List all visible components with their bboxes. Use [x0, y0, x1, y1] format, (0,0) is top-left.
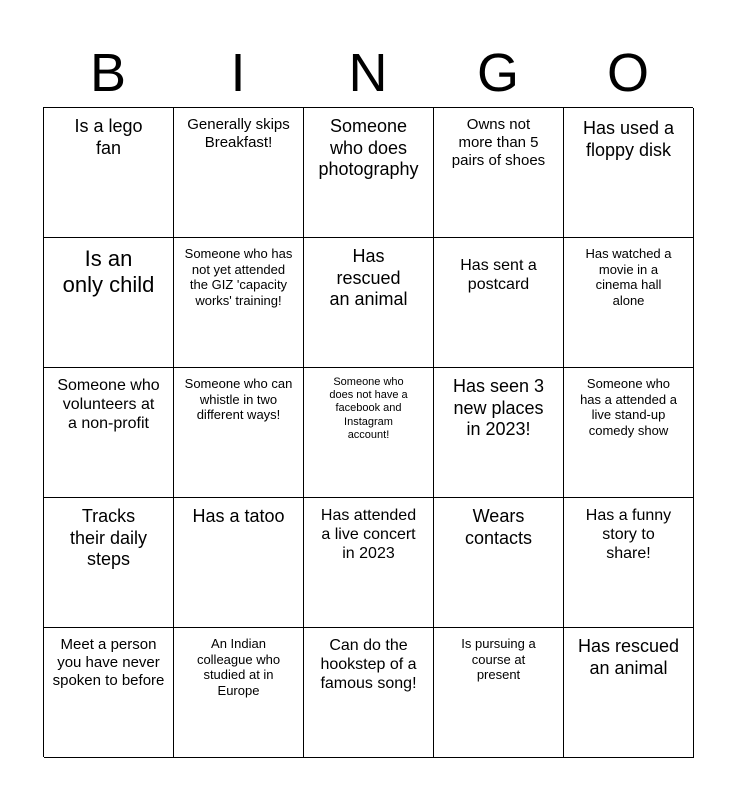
bingo-cell[interactable] — [564, 628, 694, 758]
bingo-cell[interactable] — [44, 498, 174, 628]
cell-text: Has a tatoo — [192, 506, 285, 526]
bingo-cell[interactable] — [564, 238, 694, 368]
cell-text: Has seen 3 new places in 2023! — [452, 376, 545, 440]
cell-text: Someone who can whistle in two different ways! — [184, 376, 293, 423]
cell-text: Tracks their daily steps — [69, 506, 148, 570]
bingo-cell[interactable] — [304, 628, 434, 758]
bingo-cell[interactable] — [174, 628, 304, 758]
cell-text: Is an only child — [62, 246, 155, 298]
cell-text: Meet a person you have never spoken to before — [52, 636, 165, 689]
header-letter-n: N — [348, 43, 388, 103]
cell-text: Generally skips Breakfast! — [187, 116, 290, 151]
bingo-cell[interactable] — [174, 368, 304, 498]
cell-text: Is a lego fan — [74, 116, 143, 158]
header-letter-i: I — [230, 43, 246, 103]
cell-text: Can do the hookstep of a famous song! — [320, 637, 417, 693]
cell-text: Has a funny story to share! — [585, 507, 672, 563]
bingo-cell[interactable] — [44, 628, 174, 758]
cell-text: Is pursuing a course at present — [461, 636, 536, 683]
bingo-cell[interactable] — [174, 108, 304, 238]
bingo-cell[interactable] — [434, 368, 564, 498]
cell-text: Has watched a movie in a cinema hall alone — [585, 246, 672, 308]
bingo-cell[interactable] — [304, 368, 434, 498]
bingo-cell[interactable] — [434, 498, 564, 628]
bingo-cell[interactable] — [564, 368, 694, 498]
cell-text: Has rescued an animal — [329, 246, 408, 310]
bingo-cell[interactable] — [174, 498, 304, 628]
cell-text: An Indian colleague who studied at in Europe — [196, 636, 281, 698]
cell-text: Owns not more than 5 pairs of shoes — [451, 116, 546, 169]
cell-text: Someone who does not have a facebook and Instagram account! — [329, 376, 408, 441]
cell-text: Has rescued an animal — [577, 636, 680, 678]
bingo-header — [43, 42, 693, 104]
bingo-cell[interactable] — [304, 108, 434, 238]
bingo-cell[interactable] — [44, 238, 174, 368]
header-letter-g: G — [476, 43, 519, 103]
cell-text: Has attended a live concert in 2023 — [320, 507, 417, 563]
cell-text: Wears contacts — [464, 506, 533, 548]
header-letter-o: O — [606, 43, 649, 103]
bingo-grid — [43, 107, 693, 757]
bingo-cell[interactable] — [304, 498, 434, 628]
bingo-cell[interactable] — [44, 108, 174, 238]
cell-text: Someone who volunteers at a non-profit — [57, 377, 160, 433]
cell-text: Someone who has a attended a live stand-up comedy show — [580, 376, 677, 438]
cell-text: Someone who has not yet attended the GIZ 'capacity works' training! — [184, 246, 293, 308]
bingo-cell[interactable] — [564, 108, 694, 238]
header-letter-b: B — [89, 43, 127, 103]
cell-text: Someone who does photography — [318, 116, 419, 180]
bingo-cell[interactable] — [174, 238, 304, 368]
bingo-cell[interactable] — [434, 108, 564, 238]
bingo-cell[interactable] — [434, 628, 564, 758]
cell-text: Has used a floppy disk — [582, 118, 675, 160]
cell-text: Has sent a postcard — [460, 257, 537, 294]
bingo-cell[interactable] — [304, 238, 434, 368]
bingo-cell[interactable] — [564, 498, 694, 628]
bingo-cell[interactable] — [434, 238, 564, 368]
bingo-cell[interactable] — [44, 368, 174, 498]
